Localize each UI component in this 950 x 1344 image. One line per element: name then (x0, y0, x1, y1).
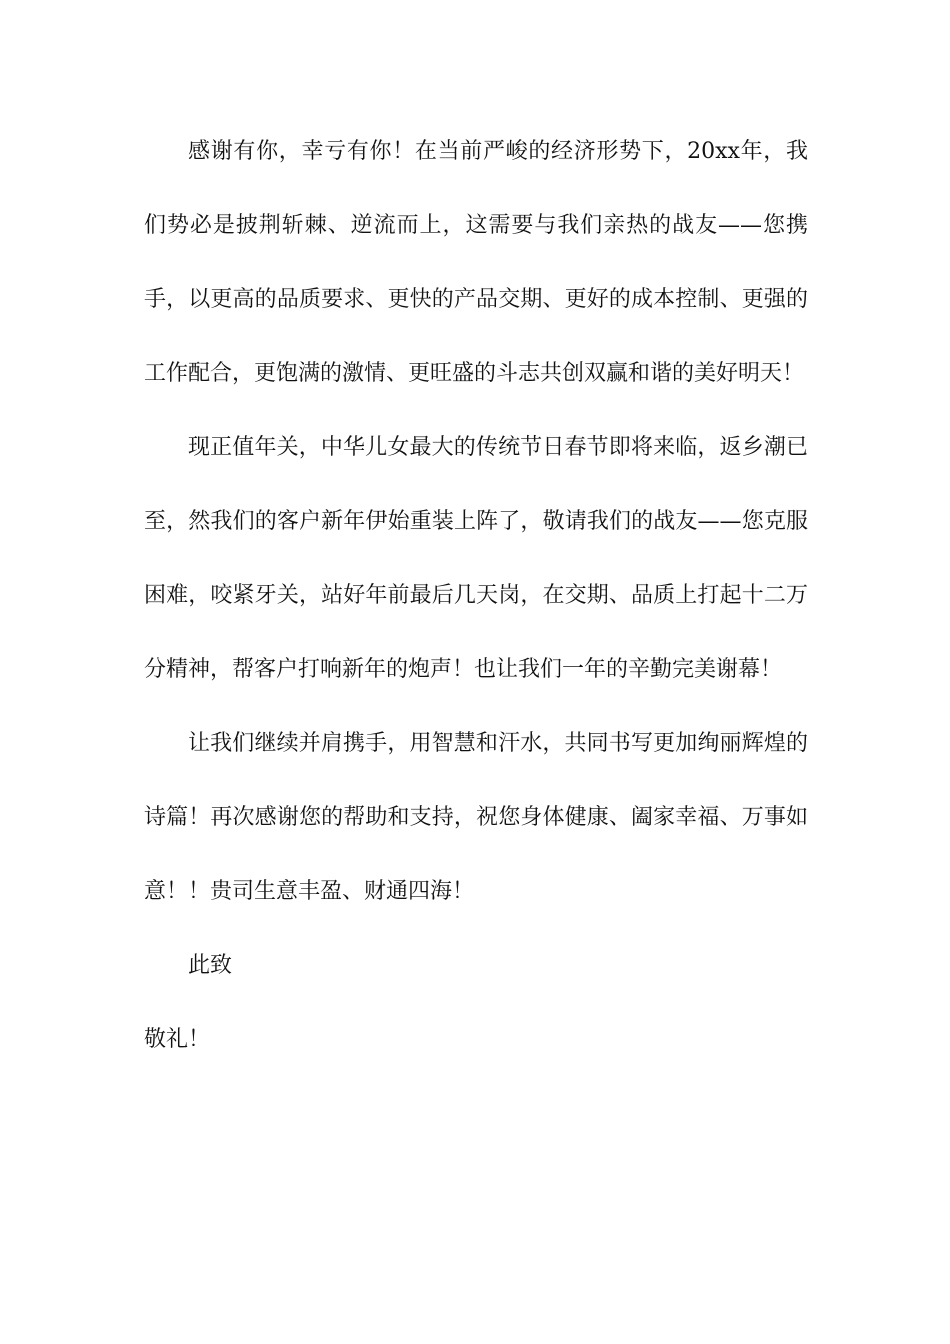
closing-phrase: 此致 (188, 953, 233, 978)
salutation: 敬礼！ (144, 1027, 211, 1052)
paragraph-thanks: 感谢有你，幸亏有你！在当前严峻的经济形势下，20xx年，我们势必是披荆斩棘、逆流而上，这需要与我们亲热的战友——您携手，以更高的品质要求、更快的产品交期、更好的成本控制、更强的工作配合，更饱满的激情、更旺盛的斗志共创双赢和谐的美好明天！ (144, 139, 808, 386)
paragraph-new-year: 现正值年关，中华儿女最大的传统节日春节即将来临，返乡潮已至，然我们的客户新年伊始重装上阵了，敬请我们的战友——您克服困难，咬紧牙关，站好年前最后几天岗，在交期、品质上打起十二万分精神，帮客户打响新年的炮声！也让我们一年的辛勤完美谢幕！ (144, 435, 808, 682)
letter-body (144, 115, 808, 1077)
paragraph-closing-wishes: 让我们继续并肩携手，用智慧和汗水，共同书写更加绚丽辉煌的诗篇！再次感谢您的帮助和支持，祝您身体健康、阖家幸福、万事如意！！贵司生意丰盈、财通四海！ (144, 731, 808, 904)
